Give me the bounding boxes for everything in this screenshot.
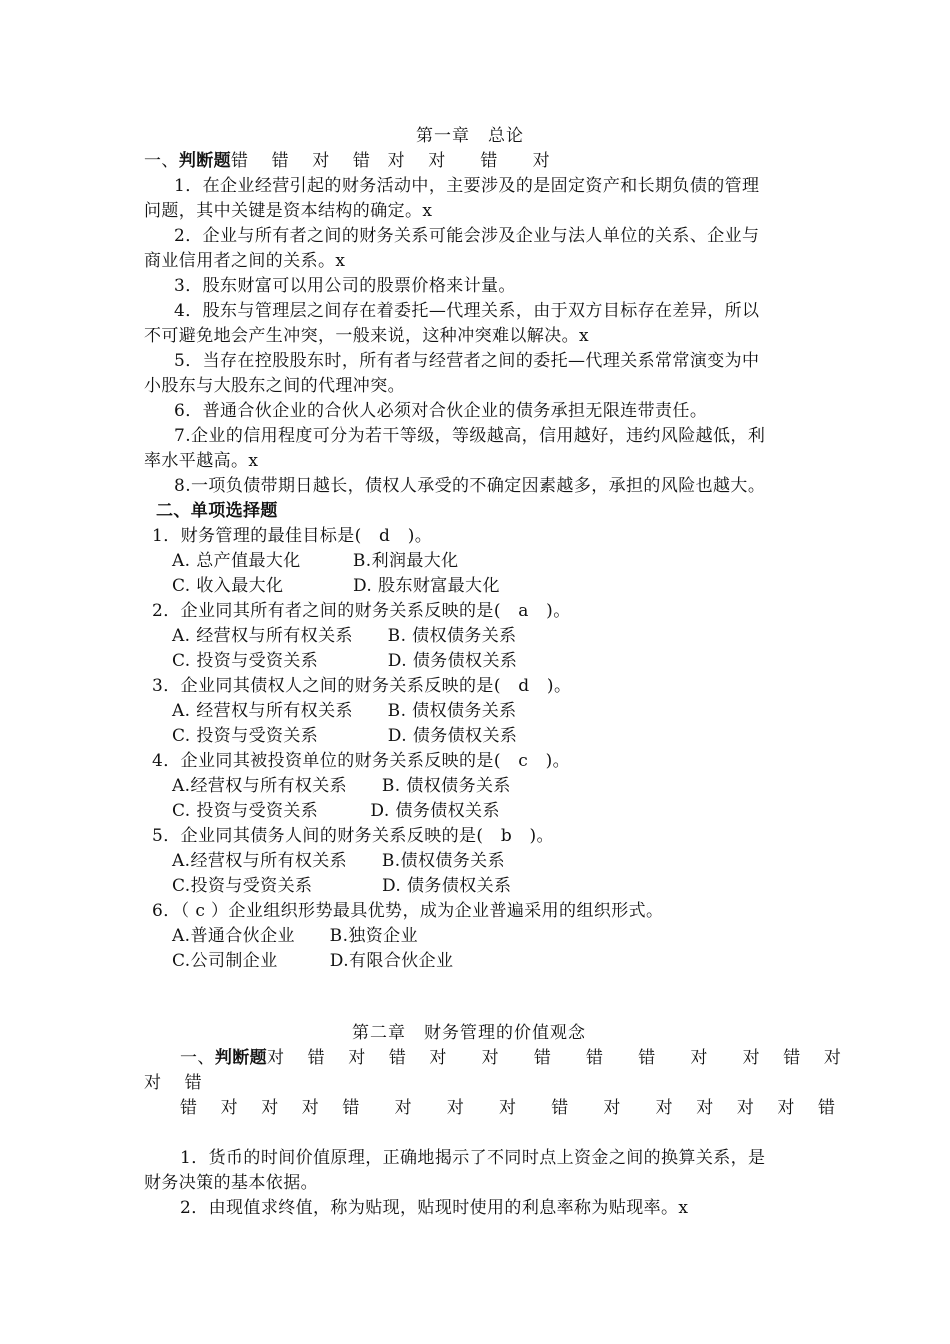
ch1-mc-options: A.普通合伙企业 B.独资企业 xyxy=(172,926,418,946)
ch1-tf-line: 问题，其中关键是资本结构的确定。x xyxy=(144,201,433,221)
ch1-tf-line: 率水平越高。x xyxy=(144,451,259,471)
ch1-mc-options: A. 经营权与所有权关系 B. 债权债务关系 xyxy=(172,701,517,721)
ch1-mc-options: A.经营权与所有权关系 B. 债权债务关系 xyxy=(172,776,511,796)
ch1-mc-question: 5．企业同其债务人间的财务关系反映的是( b )。 xyxy=(152,826,554,846)
ch1-true-false-header xyxy=(144,149,550,174)
ch1-mc-options: A. 经营权与所有权关系 B. 债权债务关系 xyxy=(172,626,517,646)
ch1-tf-prefix: 一、 xyxy=(144,151,179,171)
ch2-tf-answers: 错 对 对 对 错 对 对 对 错 对 对 对 对 对 错 xyxy=(180,1098,836,1118)
ch1-mc-question: 1．财务管理的最佳目标是( d )。 xyxy=(152,526,433,546)
ch2-tf-line: 财务决策的基本依据。 xyxy=(144,1173,318,1193)
chapter-1-title: 第一章 总论 xyxy=(416,126,524,146)
ch1-mc-question: 3．企业同其债权人之间的财务关系反映的是( d )。 xyxy=(152,676,572,696)
ch2-tf-answers: 对 错 对 错 对 对 错 错 错 对 对 错 对 xyxy=(267,1048,842,1068)
ch1-tf-line: 3．股东财富可以用公司的股票价格来计量。 xyxy=(174,276,516,296)
ch1-tf-line: 商业信用者之间的关系。x xyxy=(144,251,346,271)
ch1-mc-options: A.经营权与所有权关系 B.债权债务关系 xyxy=(172,851,505,871)
ch1-mc-options: C. 收入最大化 D. 股东财富最大化 xyxy=(172,576,500,596)
ch1-mc-options: C.公司制企业 D.有限合伙企业 xyxy=(172,951,454,971)
ch1-tf-line: 7.企业的信用程度可分为若干等级，等级越高，信用越好，违约风险越低，利 xyxy=(174,426,766,446)
ch1-mc-options: C. 投资与受资关系 D. 债务债权关系 xyxy=(172,801,500,821)
ch1-tf-heading: 判断题 xyxy=(178,151,232,171)
ch1-tf-line: 8.一项负债带期日越长，债权人承受的不确定因素越多，承担的风险也越大。 xyxy=(174,476,766,496)
ch1-tf-line: 2．企业与所有者之间的财务关系可能会涉及企业与法人单位的关系、企业与 xyxy=(174,226,760,246)
ch1-mc-options: C. 投资与受资关系 D. 债务债权关系 xyxy=(172,726,518,746)
ch2-tf-prefix: 一、 xyxy=(180,1048,215,1068)
ch1-mc-options: C.投资与受资关系 D. 债务债权关系 xyxy=(172,876,512,896)
ch1-tf-line: 1．在企业经营引起的财务活动中，主要涉及的是固定资产和长期负债的管理 xyxy=(174,176,760,196)
ch1-tf-line: 不可避免地会产生冲突，一般来说，这种冲突难以解决。x xyxy=(144,326,589,346)
ch2-tf-heading: 判断题 xyxy=(214,1048,268,1068)
ch1-tf-line: 4．股东与管理层之间存在着委托—代理关系，由于双方目标存在差异，所以 xyxy=(174,301,760,321)
ch2-tf-line: 1．货币的时间价值原理，正确地揭示了不同时点上资金之间的换算关系，是 xyxy=(180,1148,766,1168)
ch1-mc-options: C. 投资与受资关系 D. 债务债权关系 xyxy=(172,651,518,671)
ch1-mc-question: 6．（ c ）企业组织形势最具优势，成为企业普遍采用的组织形式。 xyxy=(152,901,664,921)
ch1-tf-line: 5．当存在控股股东时，所有者与经营者之间的委托—代理关系常常演变为中 xyxy=(174,351,760,371)
ch1-mc-question: 2．企业同其所有者之间的财务关系反映的是( a )。 xyxy=(152,601,571,621)
chapter-2-title: 第二章 财务管理的价值观念 xyxy=(352,1023,586,1043)
ch1-tf-line: 小股东与大股东之间的代理冲突。 xyxy=(144,376,405,396)
ch1-mc-options: A. 总产值最大化 B.利润最大化 xyxy=(172,551,459,571)
ch2-tf-answers: 对 错 xyxy=(144,1073,203,1093)
ch1-tf-answers: 错 错 对 错 对 对 错 对 xyxy=(231,151,551,171)
ch1-multiple-choice-heading: 二、单项选择题 xyxy=(156,501,278,521)
ch2-tf-line: 2．由现值求终值，称为贴现，贴现时使用的利息率称为贴现率。x xyxy=(180,1198,689,1218)
ch1-tf-line: 6．普通合伙企业的合伙人必须对合伙企业的债务承担无限连带责任。 xyxy=(174,401,708,421)
ch2-true-false-header xyxy=(180,1046,841,1071)
ch1-mc-question: 4．企业同其被投资单位的财务关系反映的是( c )。 xyxy=(152,751,571,771)
